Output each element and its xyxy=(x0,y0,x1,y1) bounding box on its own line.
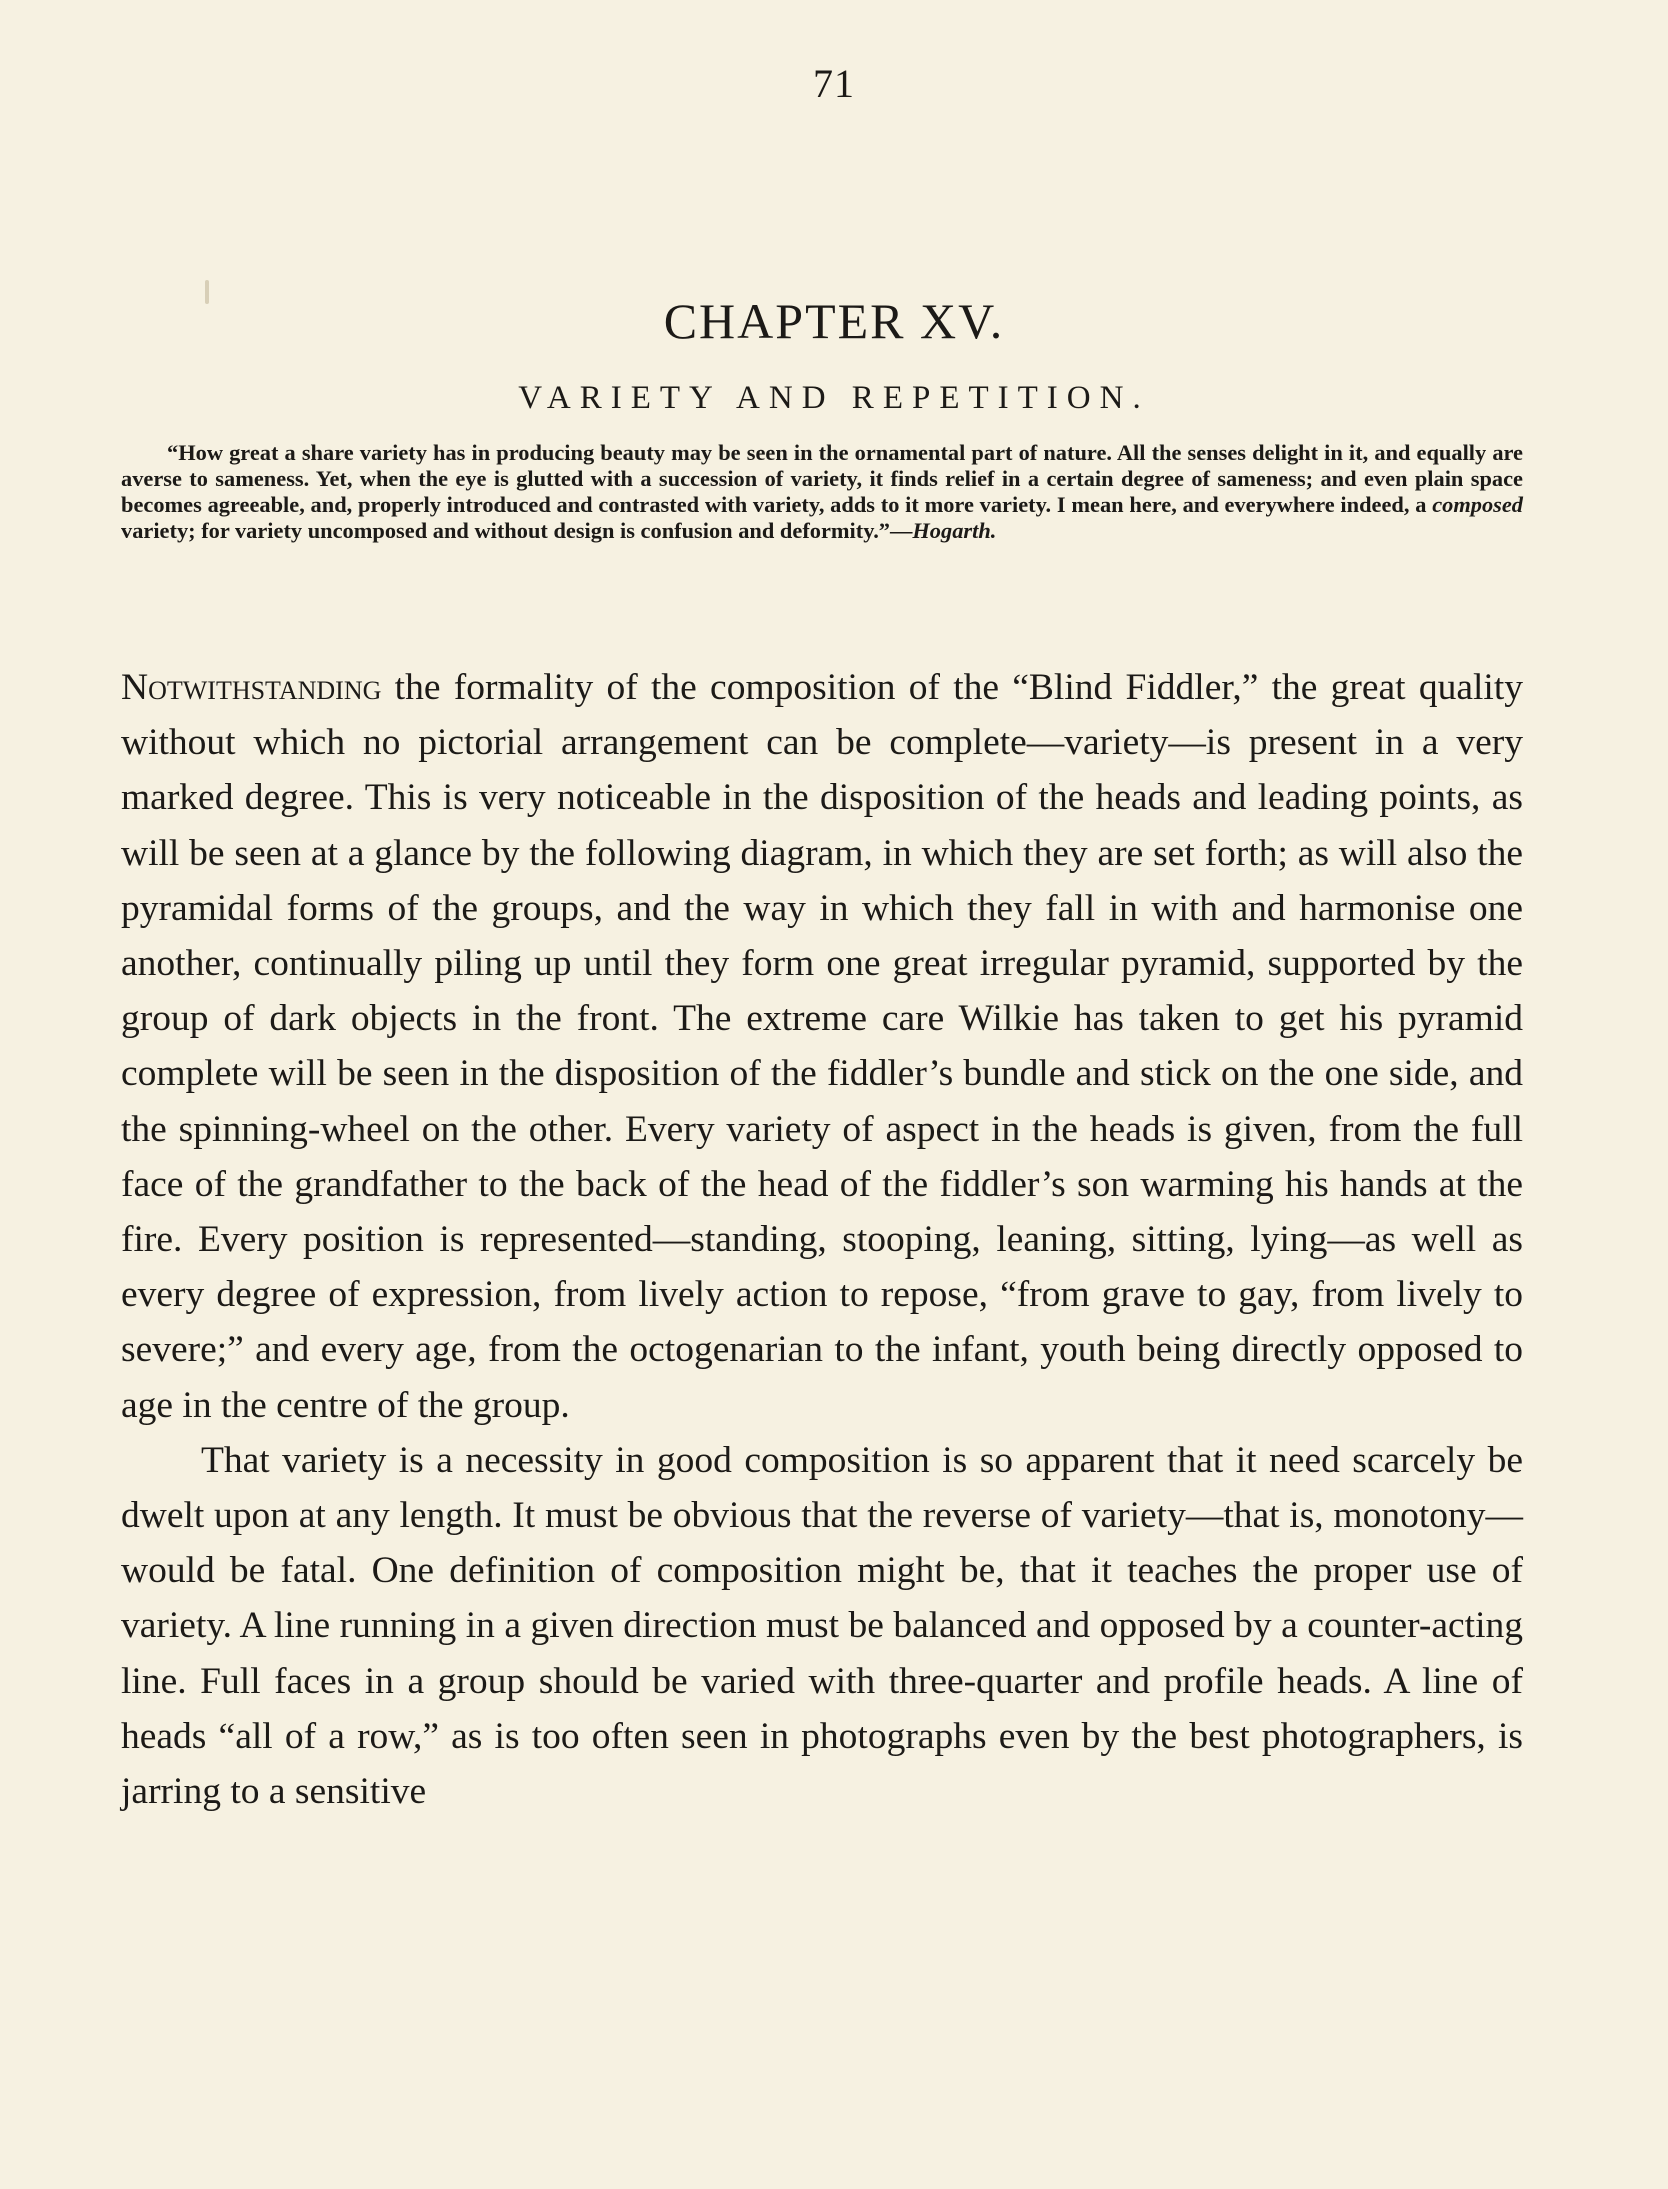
epigraph-text-start: How great a share variety has in producing beauty may be seen in the ornamental part of nature. All the senses delight in it, and equally are averse to sameness. Yet, when the eye is glutted with a succession of variety, it finds relief in a certain degree of sameness; and even plain space becomes agreeable, and, properly introduced and contrasted with variety, adds to it more variety. I mean here, and everywhere indeed, a xyxy=(121,440,1523,517)
body-text xyxy=(121,660,1523,1819)
epigraph-open-quote: “ xyxy=(167,440,179,465)
epigraph-italic-word: composed xyxy=(1432,492,1523,517)
chapter-subtitle: VARIETY AND REPETITION. xyxy=(518,380,1150,416)
epigraph-text-end: variety; for variety uncomposed and without design is confusion and deformity.”— xyxy=(121,518,913,543)
epigraph-attribution: Hogarth. xyxy=(912,518,997,543)
epigraph-quote xyxy=(121,440,1523,544)
paragraph-1-text: the formality of the composition of the “Blind Fiddler,” the great quality without which no pictorial arrangement can be complete—variety—is present in a very marked degree. This is very noticeable in the disposition of the heads and leading points, as will be seen at a glance by the following diagram, in which they are set forth; as will also the pyramidal forms of the groups, and the way in which they fall in with and harmonise one another, continually piling up until they form one great irregular pyramid, supported by the group of dark objects in the front. The extreme care Wilkie has taken to get his pyramid complete will be seen in the disposition of the fiddler’s bundle and stick on the one side, and the spinning-wheel on the other. Every variety of aspect in the heads is given, from the full face of the grandfather to the back of the head of the fiddler’s son warming his hands at the fire. Every position is represented—standing, stooping, leaning, sitting, lying—as well as every degree of expression, from lively action to repose, “from grave to gay, from lively to severe;” and every age, from the octogenarian to the infant, youth being directly opposed to age in the centre of the group. xyxy=(121,667,1523,1426)
paragraph-1 xyxy=(121,660,1523,1433)
paragraph-2: That variety is a necessity in good composition is so apparent that it need scarcely be dwelt upon at any length. It must be obvious that the reverse of variety—that is, monotony—would be fatal. One definition of composition might be, that it teaches the proper use of variety. A line running in a given direction must be balanced and opposed by a counter-acting line. Full faces in a group should be varied with three-quarter and profile heads. A line of heads “all of a row,” as is too often seen in photographs even by the best photographers, is jarring to a sensitive xyxy=(121,1439,1523,1813)
chapter-title: CHAPTER XV. xyxy=(663,293,1005,349)
page-number: 71 xyxy=(813,61,855,106)
paragraph-1-lead-word: Notwithstanding xyxy=(121,667,382,708)
